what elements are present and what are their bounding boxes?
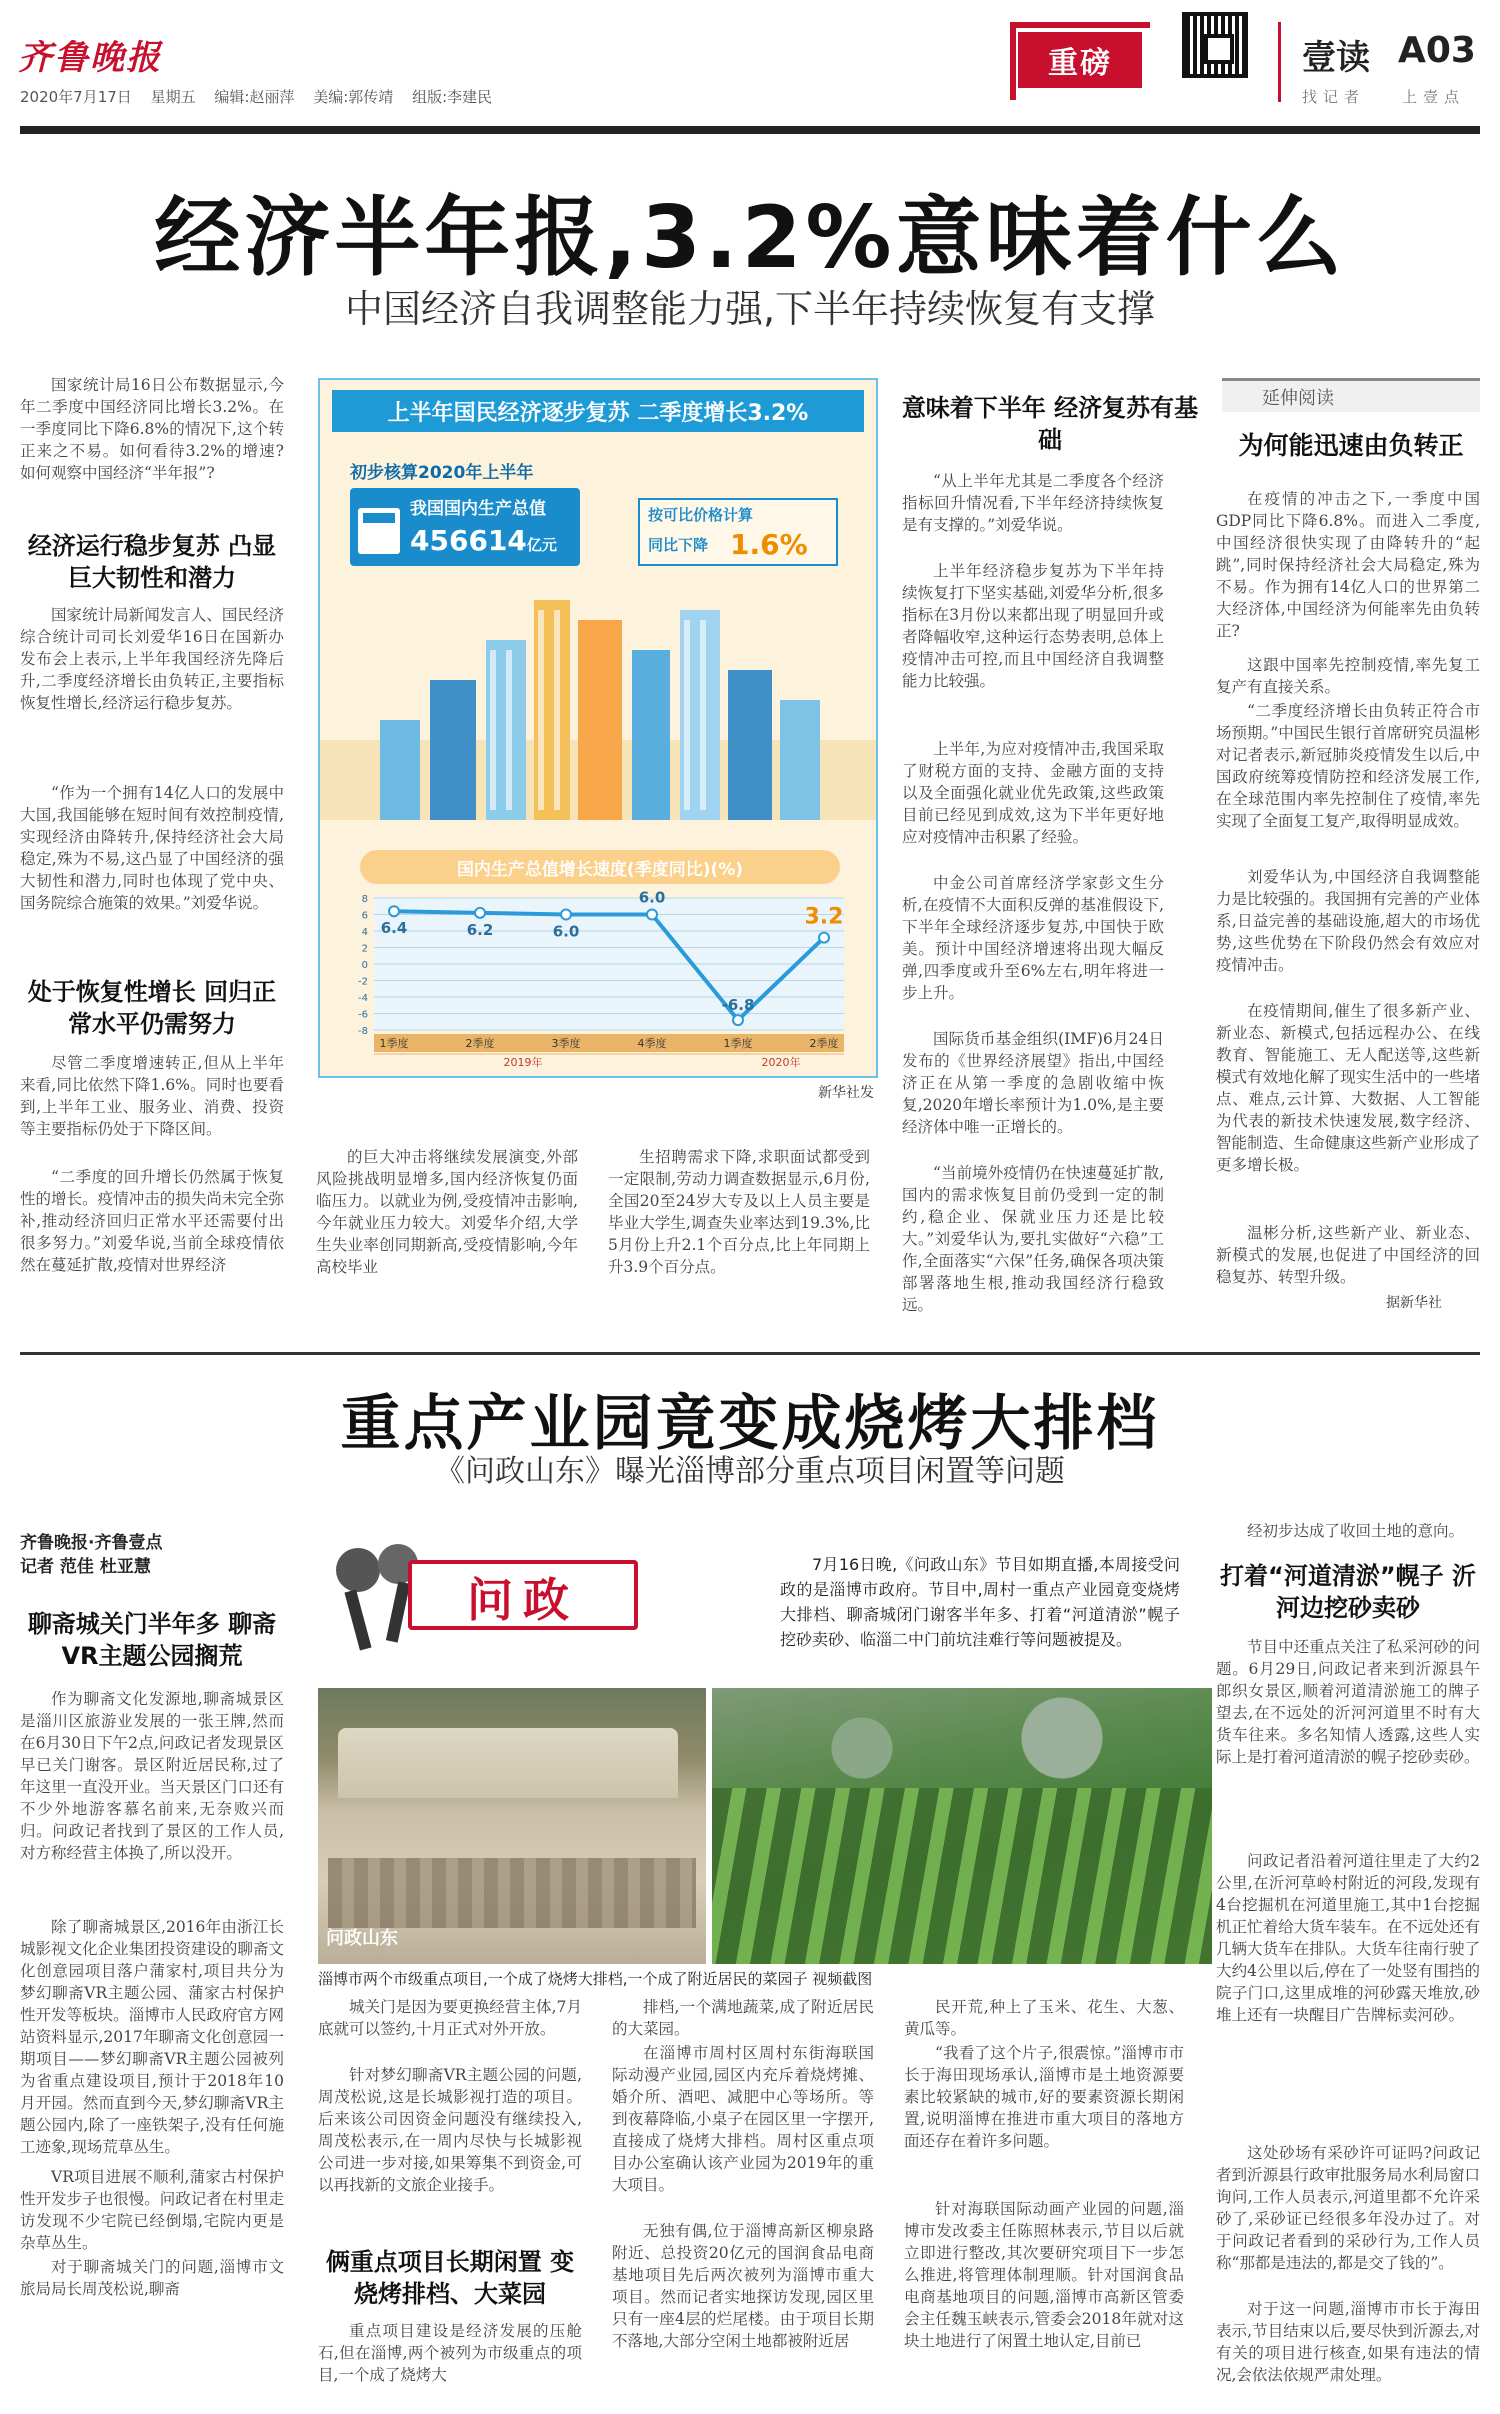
story2-paragraph: 民开荒,种上了玉米、花生、大葱、黄瓜等。: [904, 1998, 1184, 2038]
reporter-label: 找记者: [1302, 88, 1366, 106]
infographic-prelim-label: 初步核算2020年上半年: [350, 463, 534, 483]
gdp-unit: 亿元: [526, 536, 557, 554]
rate-value: 1.6%: [730, 528, 808, 561]
story1-paragraph: 尽管二季度增速转正,但从上半年来看,同比依然下降1.6%。同时也要看到,上半年工业、服务业、消费、投资等主要指标仍处于下降区间。: [20, 1054, 284, 1138]
story2-paragraph: 除了聊斋城景区,2016年由浙江长城影视文化企业集团投资建设的聊斋文化创意园项目落户蒲家村,项目共分为梦幻聊斋VR主题公园、蒲家古村保护性开发等板块。淄博市人民政府官方网站资料显示,2017年聊斋文化创意园一期项目——梦幻聊斋VR主题公园被列为省重点建设项目,预计于2018年10月开园。然而直到今天,梦幻聊斋VR主题公园内,除了一座铁架子,没有任何施工迹象,现场荒草丛生。: [20, 1918, 284, 2156]
story1-paragraph: 国际货币基金组织(IMF)6月24日发布的《世界经济展望》指出,中国经济正在从第一季度的急剧收缩中恢复,2020年增长率预计为1.0%,是主要经济体中唯一正增长的。: [902, 1030, 1164, 1136]
story2-paragraph: 对于这一问题,淄博市市长于海田表示,节目结束以后,要尽快到沂源去,对有关的项目进行核查,如果有违法的情况,会依法依规严肃处理。: [1216, 2300, 1480, 2384]
y-tick-label: -8: [358, 1026, 368, 1037]
story1-paragraph: “二季度的回升增长仍然属于恢复性的增长。疫情冲击的损失尚未完全弥补,推动经济回归正常水平还需要付出很多努力。”刘爱华说,当前全球疫情依然在蔓延扩散,疫情对世界经济: [20, 1168, 284, 1274]
city-skyline-illustration: [320, 580, 878, 820]
story2-paragraph: 城关门是因为要更换经营主体,7月底就可以签约,十月正式对外开放。: [318, 1998, 582, 2038]
x-tick-label: 1季度: [723, 1037, 753, 1050]
story2-paragraph: 无独有偶,位于淄博高新区柳泉路附近、总投资20亿元的国润食品电商基地项目先后两次被列为淄博市重大项目。然而记者实地探访发现,园区里只有一座4层的烂尾楼。由于项目长期不落地,大部分空闲土地都被附近居: [612, 2222, 874, 2350]
story1-paragraph: 的巨大冲击将继续发展演变,外部风险挑战明显增多,国内经济恢复仍面临压力。以就业为例,受疫情冲击影响,今年就业压力较大。刘爱华介绍,大学生失业率创同期新高,受疫情影响,今年高校毕业: [316, 1148, 578, 1276]
x-axis-band: [374, 1034, 844, 1052]
story2-paragraph: 在淄博市周村区周村东街海联国际动漫产业园,园区内充斥着烧烤摊、婚介所、酒吧、减肥中心等场所。等到夜幕降临,小桌子在园区里一字摆开,直接成了烧烤大排档。周村区重点项目办公室确认该产业园为2019年的重大项目。: [612, 2044, 874, 2194]
gdp-value: 456614: [410, 524, 527, 557]
data-label: 6.0: [638, 890, 666, 907]
x-tick-label: 1季度: [379, 1037, 409, 1050]
infographic-credit: 新华社发: [818, 1085, 874, 1101]
data-label: 6.2: [466, 920, 494, 939]
story2-paragraph: 这处砂场有采砂许可证吗?问政记者到沂源县行政审批服务局水利局窗口询问,工作人员表示,河道里都不允许采砂了,采砂证已经很多年没办过了。对于问政记者看到的采砂行为,工作人员称“那都是违法的,都是交了钱的”。: [1216, 2144, 1480, 2272]
x-tick-label: 4季度: [637, 1037, 667, 1050]
page-number: A03: [1398, 30, 1476, 71]
sidebar-credit: 据新华社: [1386, 1295, 1442, 1311]
story2-paragraph: 针对海联国际动画产业园的问题,淄博市发改委主任陈照林表示,节目以后就立即进行整改,其次要研究项目下一步怎么推进,将管理体制理顺。针对国润食品电商基地项目的问题,淄博市高新区管委会主任魏玉峡表示,管委会2018年就对这块土地进行了闲置土地认定,目前已: [904, 2200, 1184, 2350]
section-divider: [20, 1352, 1480, 1355]
gdp-infographic: [318, 378, 878, 1078]
section-name: 壹读: [1302, 38, 1370, 78]
layout-credit: 组版:李建民: [412, 88, 493, 106]
calculator-icon: [358, 508, 400, 554]
data-label: -6.8: [721, 996, 755, 1015]
story2-intro: 7月16日晚,《问政山东》节目如期直播,本周接受问政的是淄博市政府。节目中,周村一重点产业园竟变烧烤大排档、聊斋城闭门谢客半年多、打着“河道清淤”幌子挖砂卖砂、临淄二中门前坑洼难行等问题被提及。: [780, 1555, 1180, 1649]
sidebar-headline: 为何能迅速由负转正: [1238, 431, 1464, 460]
newspaper-logo: 齐鲁晚报: [18, 38, 162, 78]
sidebar-paragraph: 这跟中国率先控制疫情,率先复工复产有直接关系。: [1216, 656, 1480, 696]
y-tick-label: 0: [361, 960, 368, 971]
story2-paragraph: 作为聊斋文化发源地,聊斋城景区是淄川区旅游业发展的一张王牌,然而在6月30日下午2点,问政记者发现景区早已关门谢客。景区附近居民称,过了年这里一直没开业。当天景区门口还有不少外地游客慕名前来,无奈败兴而归。问政记者找到了景区的工作人员,对方称经营主体换了,所以没开。: [20, 1690, 284, 1862]
story1-paragraph: “从上半年尤其是二季度各个经济指标回升情况看,下半年经济持续恢复是有支撑的。”刘爱华说。: [902, 472, 1164, 534]
story1-paragraph: 中金公司首席经济学家彭文生分析,在疫情不大面积反弹的基准假设下,下半年全球经济逐步复苏,中国快于欧美。预计中国经济增速将出现大幅反弹,四季度或升至6%左右,明年将进一步上升。: [902, 874, 1164, 1002]
y-tick-label: -2: [358, 976, 368, 988]
story2-subhead-2: 俩重点项目长期闲置 变烧烤排档、大菜园: [325, 2248, 575, 2308]
gdp-total-box: [350, 488, 580, 566]
y-tick-label: 2: [361, 943, 368, 955]
section-badge: 重磅: [1018, 32, 1142, 88]
data-label: 6.4: [380, 919, 408, 938]
qr-code-icon[interactable]: [1182, 12, 1248, 78]
gdp-label: 我国国内生产总值: [410, 499, 546, 519]
data-point: [819, 933, 829, 943]
story1-headline: 经济半年报,3.2%意味着什么: [154, 188, 1346, 288]
vegetable-garden-photo: [712, 1688, 1212, 1964]
photo-watermark: 问政山东: [326, 1928, 398, 1949]
story1-paragraph: 上半年经济稳步复苏为下半年持续恢复打下坚实基础,刘爱华分析,很多指标在3月份以来都出现了明显回升或者降幅收窄,这种运行态势表明,总体上疫情冲击可控,而且中国经济自我调整能力比较强。: [902, 562, 1164, 690]
story2-paragraph: 节目中还重点关注了私采河砂的问题。6月29日,问政记者来到沂源县午郎织女景区,顺着河道清淤施工的牌子望去,在不远处的沂河河道里不时有大货车往来。多名知情人透露,这些人实际上是打着河道清淤的幌子挖砂卖砂。: [1216, 1638, 1480, 1766]
story1-paragraph: 上半年,为应对疫情冲击,我国采取了财税方面的支持、金融方面的支持以及全面强化就业优先政策,这些政策目前已经见到成效,这为下半年更好地应对疫情冲击积累了经验。: [902, 740, 1164, 846]
y-tick-label: 8: [361, 894, 368, 905]
sidebar-tab: [1222, 378, 1480, 412]
story1-subhead-1: 经济运行稳步复苏 凸显巨大韧性和潜力: [27, 532, 277, 592]
issue-weekday: 星期五: [150, 88, 196, 106]
reporter-label-2: 上壹点: [1402, 88, 1466, 106]
story1-paragraph: “当前境外疫情仍在快速蔓延扩散,国内的需求恢复目前仍受到一定的制约,稳企业、保就业压力还是比较大。”刘爱华认为,要扎实做好“六稳”工作,全面落实“六保”任务,确保各项决策部署落地生根,推动我国经济行稳致远。: [902, 1164, 1164, 1314]
gdp-value-line: [410, 524, 557, 557]
story1-paragraph: 生招聘需求下降,求职面试都受到一定限制,劳动力调查数据显示,6月份,全国20至24岁大专及以上人员主要是毕业大学生,调查失业率达到19.3%,比5月份上升2.1个百分点,比上年同期上升3.9个百分点。: [608, 1148, 870, 1276]
data-point: [475, 908, 485, 918]
story1-subheadline: 中国经济自我调整能力强,下半年持续恢复有支撑: [344, 287, 1156, 331]
story1-paragraph: 国家统计局新闻发言人、国民经济综合统计司司长刘爱华16日在国新办发布会上表示,上半年我国经济先降后升,二季度经济增长由负转正,主要指标恢复性增长,经济运行稳步复苏。: [20, 606, 284, 712]
bbq-photo: [318, 1688, 706, 1964]
y-tick-label: 6: [361, 910, 368, 922]
story2-headline: 重点产业园竟变成烧烤大排档: [340, 1389, 1160, 1459]
data-label: 6.0: [552, 922, 580, 941]
story1-intro: 国家统计局16日公布数据显示,今年二季度中国经济同比增长3.2%。在一季度同比下降6.8%的情况下,这个转正来之不易。如何看待3.2%的增速?如何观察中国经济“半年报”?: [20, 376, 284, 482]
divider: [1278, 22, 1281, 102]
x-tick-label: 2季度: [809, 1037, 839, 1050]
story1-subhead-3: 意味着下半年 经济复苏有基础: [901, 394, 1199, 454]
y-tick-label: 4: [361, 927, 368, 938]
y-tick-label: -6: [358, 1009, 368, 1021]
gdp-growth-line-chart: [334, 890, 864, 1068]
masthead: [0, 0, 1500, 140]
story2-paragraph: 经初步达成了收回土地的意向。: [1247, 1522, 1465, 1540]
story2-paragraph: 对于聊斋城关门的问题,淄博市文旅局局长周茂松说,聊斋: [20, 2258, 284, 2298]
story2-paragraph: 排档,一个满地蔬菜,成了附近居民的大菜园。: [612, 1998, 874, 2038]
story1-subhead-2: 处于恢复性增长 回归正常水平仍需努力: [27, 978, 277, 1038]
sidebar-tab-label: 延伸阅读: [1262, 388, 1334, 409]
story2-subhead-3: 打着“河道清淤”幌子 沂河边挖砂卖砂: [1220, 1562, 1476, 1622]
chart-title: 国内生产总值增长速度(季度同比)(%): [360, 850, 840, 884]
x-tick-label: 3季度: [551, 1037, 581, 1050]
top-rule: [20, 126, 1480, 134]
designer-credit: 美编:郭传靖: [313, 88, 394, 106]
wenzheng-banner: [318, 1536, 658, 1666]
story2-paragraph: 问政记者沿着河道往里走了大约2公里,在沂河草岭村附近的河段,发现有4台挖掘机在河道里施工,其中1台挖掘机正忙着给大货车装车。在不远处还有几辆大货车在排队。大货车往南行驶了大约4公里以后,停在了一处竖有围挡的院子门口,这里成堆的河砂露天堆放,砂堆上还有一块醒目广告牌标卖河砂。: [1216, 1852, 1480, 2024]
rate-direction: 同比下降: [648, 536, 709, 554]
data-point: [647, 910, 657, 920]
story2-subheadline: 《问政山东》曝光淄博部分重点项目闲置等问题: [435, 1454, 1065, 1489]
sidebar-paragraph: 在疫情的冲击之下,一季度中国GDP同比下降6.8%。而进入二季度,中国经济很快实现了由降转升的“起跳”,同时保持经济社会大局稳定,殊为不易。作为拥有14亿人口的世界第二大经济体,中国经济为何能率先由负转正?: [1216, 490, 1480, 640]
dateline: [20, 86, 506, 107]
infographic-title: 上半年国民经济逐步复苏 二季度增长3.2%: [332, 390, 864, 432]
rate-label: 按可比价格计算: [648, 506, 754, 524]
sidebar-paragraph: 刘爱华认为,中国经济自我调整能力是比较强的。我国拥有完善的产业体系,日益完善的基础设施,超大的市场优势,这些优势在下阶段仍然会有效应对疫情冲击。: [1216, 868, 1480, 974]
sidebar-paragraph: “二季度经济增长由负转正符合市场预期。”中国民生银行首席研究员温彬对记者表示,新冠肺炎疫情发生以后,中国政府统筹疫情防控和经济发展工作,在全球范围内率先控制住了疫情,率先实现了全面复工复产,取得明显成效。: [1216, 702, 1480, 830]
story2-paragraph: 针对梦幻聊斋VR主题公园的问题,周茂松说,这是长城影视打造的项目。后来该公司因资金问题没有继续投入,周茂松表示,在一周内尽快与长城影视公司进一步对接,如果筹集不到资金,可以再找新的文旅企业接手。: [318, 2066, 582, 2194]
byline-reporters: 记者 范佳 杜亚慧: [20, 1557, 151, 1577]
story2-subhead-1: 聊斋城关门半年多 聊斋VR主题公园搁荒: [27, 1610, 277, 1670]
data-label: 3.2: [804, 904, 844, 930]
growth-rate-box: [638, 498, 838, 566]
wenzheng-label: 问政: [467, 1573, 579, 1627]
data-point: [389, 906, 399, 916]
group-label-2019: 2019年: [503, 1056, 543, 1068]
sidebar-paragraph: 温彬分析,这些新产业、新业态、新模式的发展,也促进了中国经济的回稳复苏、转型升级。: [1216, 1224, 1480, 1286]
editor-credit: 编辑:赵丽萍: [214, 88, 295, 106]
issue-date: 2020年7月17日: [20, 88, 132, 106]
x-tick-label: 2季度: [465, 1037, 495, 1050]
data-point: [733, 1015, 743, 1025]
byline-outlet: 齐鲁晚报·齐鲁壹点: [20, 1533, 163, 1553]
story1-paragraph: “作为一个拥有14亿人口的发展中大国,我国能够在短时间有效控制疫情,实现经济由降转升,保持经济社会大局稳定,殊为不易,这凸显了中国经济的强大韧性和潜力,同时也体现了党中央、国务院综合施策的效果。”刘爱华说。: [20, 784, 284, 912]
story2-paragraph: VR项目进展不顺利,蒲家古村保护性开发步子也很慢。问政记者在村里走访发现不少宅院已经倒塌,宅院内更是杂草丛生。: [20, 2168, 284, 2252]
sidebar-paragraph: 在疫情期间,催生了很多新产业、新业态、新模式,包括远程办公、在线教育、智能施工、无人配送等,这些新模式有效地化解了现实生活中的一些堵点、难点,云计算、大数据、人工智能为代表的新技术快速发展,数字经济、智能制造、生命健康这些新产业形成了更多增长极。: [1216, 1002, 1480, 1174]
story2-paragraph: 重点项目建设是经济发展的压舱石,但在淄博,两个被列为市级重点的项目,一个成了烧烤大: [318, 2322, 582, 2384]
story2-paragraph: “我看了这个片子,很震惊。”淄博市市长于海田现场承认,淄博市是土地资源要素比较紧缺的城市,好的要素资源长期闲置,说明淄博在推进市重大项目的落地方面还存在着许多问题。: [904, 2044, 1184, 2150]
y-tick-label: -4: [358, 993, 368, 1004]
photo-caption: 淄博市两个市级重点项目,一个成了烧烤大排档,一个成了附近居民的菜园子 视频截图: [318, 1970, 873, 1988]
group-label-2020: 2020年: [761, 1056, 801, 1068]
data-point: [561, 910, 571, 920]
